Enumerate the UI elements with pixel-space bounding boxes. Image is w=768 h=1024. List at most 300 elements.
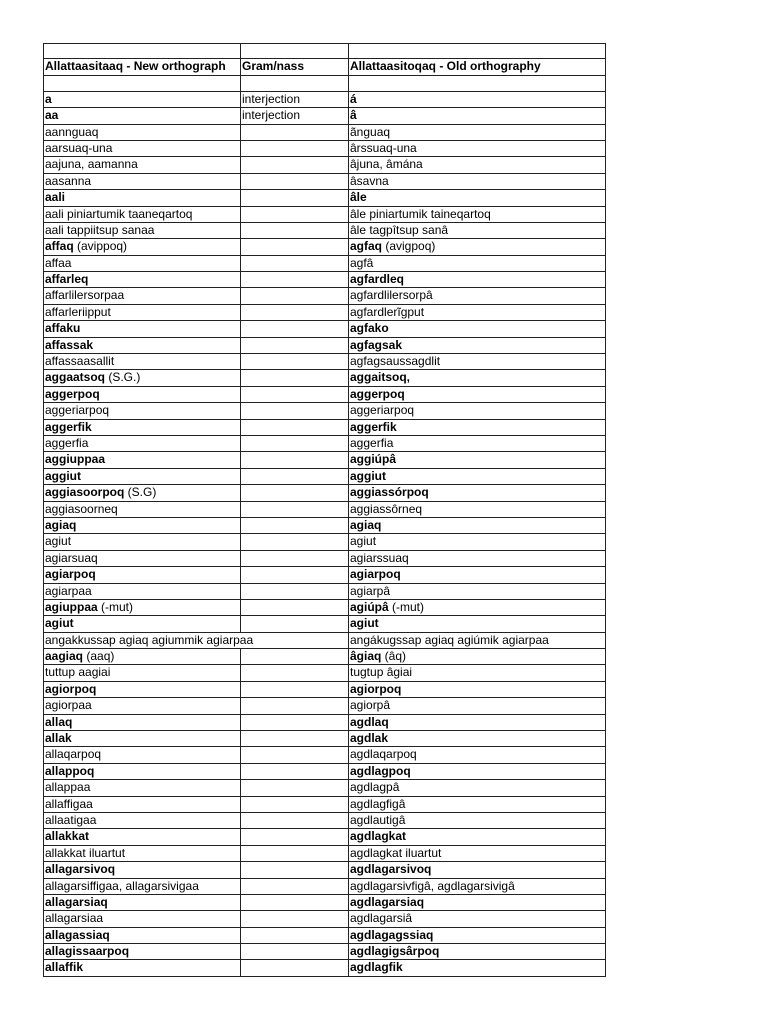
cell-new-orthography[interactable] xyxy=(43,321,240,336)
cell-old-orthography[interactable] xyxy=(348,92,606,107)
table-row xyxy=(43,584,606,600)
cell-gram[interactable] xyxy=(240,911,348,926)
cell-gram[interactable] xyxy=(240,387,348,402)
cell-gram[interactable] xyxy=(240,780,348,795)
cell-new-orthography[interactable] xyxy=(43,911,240,926)
table-row xyxy=(43,502,606,518)
cell-gram[interactable] xyxy=(240,125,348,140)
cell-new-orthography[interactable] xyxy=(43,387,240,402)
cell-old-orthography-text: agiarssuaq xyxy=(350,550,409,565)
cell-new-orthography-text: tuttup aagiai xyxy=(45,665,111,680)
cell-new-orthography[interactable] xyxy=(43,715,240,730)
table-row xyxy=(43,338,606,354)
cell-old-orthography[interactable] xyxy=(348,436,606,451)
cell-gram[interactable] xyxy=(240,452,348,467)
cell-old-orthography-text: agdlagagssiaq xyxy=(350,927,434,942)
cell-old-orthography-text: agiarpoq xyxy=(350,567,401,582)
cell-old-orthography-text: agdlautigâ xyxy=(350,812,406,827)
cell-new-orthography[interactable] xyxy=(43,879,240,894)
cell-gram[interactable] xyxy=(240,174,348,189)
cell-old-orthography[interactable] xyxy=(348,649,606,664)
cell-new-orthography[interactable] xyxy=(43,731,240,746)
cell-new-orthography-text: aggerfia xyxy=(45,435,89,450)
cell-old-orthography[interactable] xyxy=(348,862,606,877)
cell-new-orthography[interactable] xyxy=(43,92,240,107)
table-row xyxy=(43,452,606,468)
cell-new-orthography-text: aggeriarpoq xyxy=(45,403,110,418)
cell-old-orthography[interactable] xyxy=(348,616,606,631)
cell-new-orthography-text: affarlilersorpaa xyxy=(45,288,125,303)
cell-new-orthography-text: affaa xyxy=(45,255,72,270)
cell-new-orthography[interactable] xyxy=(43,960,240,975)
cell-old-orthography-text: agiúpâ xyxy=(350,599,389,614)
cell-new-orthography[interactable] xyxy=(43,534,240,549)
cell-gram[interactable] xyxy=(240,436,348,451)
cell-new-orthography-text: allak xyxy=(45,731,72,746)
cell-new-orthography-text: allagarsivoq xyxy=(45,862,116,877)
cell-new-orthography[interactable] xyxy=(43,207,240,222)
cell[interactable] xyxy=(240,76,348,91)
cell-gram[interactable] xyxy=(240,731,348,746)
cell-new-orthography[interactable] xyxy=(43,584,240,599)
cell-old-orthography-text: agdlagkat xyxy=(350,829,407,844)
cell-gram[interactable] xyxy=(240,92,348,107)
cell-new-orthography[interactable] xyxy=(43,829,240,844)
table-row xyxy=(43,469,606,485)
cell-gram[interactable] xyxy=(240,338,348,353)
table-row xyxy=(43,141,606,157)
cell-gram[interactable] xyxy=(240,403,348,418)
cell-new-orthography[interactable] xyxy=(43,682,240,697)
cell-old-orthography-text: agdlak xyxy=(350,731,389,746)
cell-new-orthography[interactable] xyxy=(43,420,240,435)
cell[interactable] xyxy=(43,76,240,91)
cell-gram[interactable] xyxy=(240,797,348,812)
cell-new-orthography[interactable] xyxy=(43,813,240,828)
cell-old-orthography-text: aggiassórpoq xyxy=(350,485,429,500)
table-row xyxy=(43,534,606,550)
cell-old-orthography[interactable] xyxy=(348,469,606,484)
cell-new-orthography-text: aggerfik xyxy=(45,419,92,434)
table-row xyxy=(43,256,606,272)
cell-old-orthography[interactable] xyxy=(348,518,606,533)
cell-new-orthography[interactable] xyxy=(43,108,240,123)
cell-gram[interactable] xyxy=(240,616,348,631)
cell[interactable] xyxy=(348,76,606,91)
cell-new-orthography[interactable] xyxy=(43,370,240,385)
cell-old-orthography-text: âsavna xyxy=(350,173,389,188)
cell-gram[interactable] xyxy=(240,321,348,336)
cell-gram[interactable] xyxy=(240,551,348,566)
cell-old-orthography[interactable] xyxy=(348,829,606,844)
cell-old-orthography-text: tugtup âgiai xyxy=(350,665,413,680)
cell-old-orthography[interactable] xyxy=(348,223,606,238)
cell-new-orthography-text: agiarpoq xyxy=(45,567,96,582)
cell-new-orthography[interactable] xyxy=(43,698,240,713)
header-gram[interactable]: Gram/nass xyxy=(240,59,348,74)
cell-old-orthography[interactable] xyxy=(348,698,606,713)
cell-old-orthography-text: agfardleq xyxy=(350,272,405,287)
table-row xyxy=(43,403,606,419)
table-row xyxy=(43,797,606,813)
table-row xyxy=(43,944,606,960)
empty-row xyxy=(43,43,606,59)
cell-new-orthography-text: allaatigaa xyxy=(45,812,97,827)
cell-new-orthography-text: allakkat xyxy=(45,829,90,844)
cell-gram[interactable] xyxy=(240,108,348,123)
cell-gram-text: interjection xyxy=(242,91,301,106)
table-row xyxy=(43,665,606,681)
cell-gram[interactable] xyxy=(240,223,348,238)
cell-old-orthography[interactable] xyxy=(348,682,606,697)
cell-new-orthography[interactable] xyxy=(43,141,240,156)
cell-new-orthography-text: allaq xyxy=(45,714,73,729)
table-row xyxy=(43,747,606,763)
cell-old-orthography-text: angákugssap agiaq agiúmik agiarpaa xyxy=(350,632,549,647)
cell-old-orthography[interactable] xyxy=(348,174,606,189)
table-row xyxy=(43,698,606,714)
cell-old-orthography-text: agdlagigsârpoq xyxy=(350,944,440,959)
table-row xyxy=(43,813,606,829)
table-row xyxy=(43,682,606,698)
cell-old-orthography[interactable] xyxy=(348,567,606,582)
cell-old-orthography[interactable] xyxy=(348,452,606,467)
cell-old-orthography-text: agiarpâ xyxy=(350,583,391,598)
cell-old-orthography[interactable] xyxy=(348,960,606,975)
table-row xyxy=(43,436,606,452)
cell-new-orthography[interactable] xyxy=(43,272,240,287)
cell-old-orthography-text: agiorpâ xyxy=(350,698,391,713)
cell-old-orthography[interactable] xyxy=(348,157,606,172)
cell-old-orthography-note: (avigpoq) xyxy=(382,239,436,254)
table-row xyxy=(43,649,606,665)
cell-old-orthography-text: agdlaq xyxy=(350,714,389,729)
cell-new-orthography[interactable] xyxy=(43,764,240,779)
table-row xyxy=(43,207,606,223)
cell-new-orthography[interactable] xyxy=(43,944,240,959)
cell-old-orthography-text: agdlaqarpoq xyxy=(350,747,417,762)
cell-new-orthography-text: affaku xyxy=(45,321,81,336)
cell-new-orthography-text: allappaa xyxy=(45,780,91,795)
cell-gram[interactable] xyxy=(240,665,348,680)
cell-old-orthography[interactable] xyxy=(348,207,606,222)
cell-old-orthography[interactable] xyxy=(348,928,606,943)
cell-new-orthography-text: aggiut xyxy=(45,468,81,483)
cell-old-orthography[interactable] xyxy=(348,354,606,369)
cell-old-orthography[interactable] xyxy=(348,715,606,730)
cell-new-orthography-text: aali xyxy=(45,190,66,205)
table-row xyxy=(43,731,606,747)
cell-new-orthography[interactable] xyxy=(43,747,240,762)
cell-new-orthography[interactable] xyxy=(43,338,240,353)
cell-new-orthography[interactable] xyxy=(43,174,240,189)
cell-new-orthography[interactable] xyxy=(43,223,240,238)
cell-gram[interactable] xyxy=(240,879,348,894)
cell-old-orthography[interactable] xyxy=(348,584,606,599)
cell-old-orthography[interactable] xyxy=(348,387,606,402)
cell-new-orthography[interactable] xyxy=(43,403,240,418)
table-row xyxy=(43,321,606,337)
cell-old-orthography-text: agdlagarsiaq xyxy=(350,894,425,909)
cell-gram[interactable] xyxy=(240,207,348,222)
cell-gram[interactable] xyxy=(240,256,348,271)
cell-gram[interactable] xyxy=(240,960,348,975)
cell-old-orthography[interactable] xyxy=(348,502,606,517)
cell-old-orthography[interactable] xyxy=(348,944,606,959)
cell-new-orthography-text: aggerpoq xyxy=(45,386,100,401)
cell-old-orthography[interactable] xyxy=(348,190,606,205)
cell-new-orthography[interactable] xyxy=(43,452,240,467)
cell-old-orthography[interactable] xyxy=(348,665,606,680)
cell-new-orthography[interactable] xyxy=(43,485,240,500)
cell-new-orthography[interactable] xyxy=(43,797,240,812)
table-row xyxy=(43,616,606,632)
cell-gram[interactable] xyxy=(240,944,348,959)
cell-old-orthography-text: agdlagkat iluartut xyxy=(350,845,442,860)
cell-gram[interactable] xyxy=(240,239,348,254)
cell-old-orthography[interactable] xyxy=(348,256,606,271)
cell-new-orthography-note: (aaq) xyxy=(83,649,115,664)
cell-new-orthography[interactable] xyxy=(43,305,240,320)
cell-new-orthography[interactable] xyxy=(43,518,240,533)
cell-gram[interactable] xyxy=(240,698,348,713)
cell-old-orthography[interactable] xyxy=(348,911,606,926)
cell-new-orthography-note: (avippoq) xyxy=(73,239,128,254)
table-row xyxy=(43,928,606,944)
cell-gram[interactable] xyxy=(240,485,348,500)
cell-new-orthography-text: aarsuaq-una xyxy=(45,140,113,155)
cell-gram[interactable] xyxy=(240,518,348,533)
cell-new-orthography[interactable] xyxy=(43,354,240,369)
cell-old-orthography[interactable] xyxy=(348,747,606,762)
table-row xyxy=(43,174,606,190)
table-row xyxy=(43,567,606,583)
cell-old-orthography[interactable] xyxy=(348,731,606,746)
cell-new-orthography-note: (S.G) xyxy=(124,485,157,500)
cell-old-orthography[interactable] xyxy=(348,780,606,795)
cell-new-orthography-text: aagiaq xyxy=(45,649,84,664)
cell-old-orthography[interactable] xyxy=(348,813,606,828)
spreadsheet-table xyxy=(43,43,606,977)
cell-old-orthography-text: âle tagpîtsup sanâ xyxy=(350,222,449,237)
cell-old-orthography-text: agdlagpoq xyxy=(350,763,411,778)
cell-new-orthography-text: allagassiaq xyxy=(45,927,110,942)
cell-new-orthography[interactable] xyxy=(43,780,240,795)
cell-new-orthography[interactable] xyxy=(43,567,240,582)
cell-old-orthography-text: agdlagarsivfigâ, agdlagarsivigâ xyxy=(350,878,515,893)
cell-old-orthography-text: agfagsak xyxy=(350,337,403,352)
cell-old-orthography[interactable] xyxy=(348,764,606,779)
cell-old-orthography[interactable] xyxy=(348,239,606,254)
table-row xyxy=(43,157,606,173)
cell-new-orthography-text: aali tappiitsup sanaa xyxy=(45,222,155,237)
cell-old-orthography-text: aggaitsoq, xyxy=(350,370,411,385)
cell-old-orthography-text: aggiut xyxy=(350,468,386,483)
cell[interactable] xyxy=(348,44,606,58)
cell-new-orthography[interactable] xyxy=(43,469,240,484)
table-row xyxy=(43,960,606,976)
cell-new-orthography-text: angakkussap agiaq agiummik agiarpaa xyxy=(45,632,254,647)
cell-new-orthography-text: aasanna xyxy=(45,173,92,188)
cell-new-orthography-text: allaffigaa xyxy=(45,796,93,811)
cell-old-orthography[interactable] xyxy=(348,895,606,910)
cell-gram[interactable] xyxy=(240,682,348,697)
cell-new-orthography-text: agiorpaa xyxy=(45,698,92,713)
cell-new-orthography[interactable] xyxy=(43,649,240,664)
cell-gram[interactable] xyxy=(240,567,348,582)
cell-old-orthography-text: aggiassôrneq xyxy=(350,501,423,516)
cell-old-orthography[interactable] xyxy=(348,305,606,320)
cell-gram[interactable] xyxy=(240,469,348,484)
cell-new-orthography[interactable] xyxy=(43,256,240,271)
table-row xyxy=(43,387,606,403)
cell-old-orthography-text: aggiúpâ xyxy=(350,452,397,467)
cell-gram[interactable] xyxy=(240,141,348,156)
cell-new-orthography[interactable] xyxy=(43,288,240,303)
cell-gram[interactable] xyxy=(240,584,348,599)
table-row xyxy=(43,846,606,862)
table-row xyxy=(43,895,606,911)
cell-old-orthography-text: agfagsaussagdlit xyxy=(350,354,441,369)
table-row xyxy=(43,354,606,370)
cell-gram[interactable] xyxy=(240,928,348,943)
table-row xyxy=(43,288,606,304)
cell-gram[interactable] xyxy=(240,502,348,517)
cell-new-orthography[interactable] xyxy=(43,928,240,943)
cell-new-orthography[interactable] xyxy=(43,895,240,910)
cell-old-orthography-text: aggerfia xyxy=(350,435,394,450)
cell-old-orthography-text: aggerfik xyxy=(350,419,397,434)
cell-new-orthography[interactable] xyxy=(43,125,240,140)
cell-new-orthography[interactable] xyxy=(43,665,240,680)
cell-new-orthography[interactable] xyxy=(43,551,240,566)
table-row xyxy=(43,715,606,731)
cell-gram[interactable] xyxy=(240,288,348,303)
table-row xyxy=(43,911,606,927)
cell-new-orthography[interactable] xyxy=(43,502,240,517)
table-body xyxy=(43,92,606,977)
cell-new-orthography-text: affassak xyxy=(45,337,94,352)
cell-new-orthography-text: a xyxy=(45,91,52,106)
cell-new-orthography-text: aggiasoorneq xyxy=(45,501,118,516)
cell-old-orthography-text: agfaq xyxy=(350,239,383,254)
cell-old-orthography-text: agiut xyxy=(350,616,379,631)
table-row xyxy=(43,518,606,534)
cell-gram[interactable] xyxy=(240,420,348,435)
cell-new-orthography-text: agiut xyxy=(45,534,72,549)
cell-gram[interactable] xyxy=(240,764,348,779)
cell-new-orthography[interactable] xyxy=(43,862,240,877)
cell-gram[interactable] xyxy=(240,354,348,369)
cell-old-orthography[interactable] xyxy=(348,485,606,500)
cell-gram[interactable] xyxy=(240,370,348,385)
cell-gram[interactable] xyxy=(240,633,348,648)
cell-old-orthography-text: agdlagarsiâ xyxy=(350,911,413,926)
cell-new-orthography-text: aa xyxy=(45,108,59,123)
cell-new-orthography[interactable] xyxy=(43,600,240,615)
cell-gram[interactable] xyxy=(240,534,348,549)
cell-old-orthography[interactable] xyxy=(348,797,606,812)
cell-old-orthography[interactable] xyxy=(348,272,606,287)
cell-new-orthography[interactable] xyxy=(43,157,240,172)
cell-new-orthography-note: (S.G.) xyxy=(105,370,141,385)
cell-gram[interactable] xyxy=(240,600,348,615)
header-new-orthography[interactable]: Allattaasitaaq - New orthograph xyxy=(43,59,240,74)
cell-gram-text: interjection xyxy=(242,108,301,123)
cell-new-orthography-text: agiaq xyxy=(45,517,77,532)
cell-old-orthography-text: á xyxy=(350,91,357,106)
cell-new-orthography[interactable] xyxy=(43,190,240,205)
cell-gram[interactable] xyxy=(240,272,348,287)
cell-old-orthography[interactable] xyxy=(348,420,606,435)
cell-new-orthography[interactable] xyxy=(43,239,240,254)
cell[interactable] xyxy=(43,44,240,58)
cell-new-orthography-text: allagarsiffigaa, allagarsivigaa xyxy=(45,878,199,893)
cell-new-orthography[interactable] xyxy=(43,846,240,861)
cell-old-orthography[interactable] xyxy=(348,879,606,894)
table-row xyxy=(43,485,606,501)
cell-gram[interactable] xyxy=(240,862,348,877)
cell-new-orthography-text: agiorpoq xyxy=(45,681,97,696)
cell-gram[interactable] xyxy=(240,649,348,664)
cell-old-orthography[interactable] xyxy=(348,125,606,140)
cell-old-orthography[interactable] xyxy=(348,338,606,353)
header-row xyxy=(43,59,606,75)
table-row xyxy=(43,190,606,206)
cell-old-orthography[interactable] xyxy=(348,633,606,648)
cell-new-orthography[interactable] xyxy=(43,632,254,648)
cell-old-orthography[interactable] xyxy=(348,534,606,549)
cell-gram[interactable] xyxy=(240,190,348,205)
cell[interactable] xyxy=(240,44,348,58)
cell-gram[interactable] xyxy=(240,846,348,861)
cell-gram[interactable] xyxy=(240,305,348,320)
cell-new-orthography-text: agiarpaa xyxy=(45,583,92,598)
cell-gram[interactable] xyxy=(240,813,348,828)
table-row xyxy=(43,420,606,436)
table-row xyxy=(43,370,606,386)
cell-old-orthography[interactable] xyxy=(348,108,606,123)
cell-new-orthography[interactable] xyxy=(43,436,240,451)
cell-old-orthography[interactable] xyxy=(348,141,606,156)
table-row xyxy=(43,108,606,124)
cell-old-orthography-text: agiut xyxy=(350,534,377,549)
cell-gram[interactable] xyxy=(240,715,348,730)
table-row xyxy=(43,92,606,108)
cell-old-orthography[interactable] xyxy=(348,551,606,566)
cell-old-orthography-text: ârssuaq-una xyxy=(350,140,417,155)
header-old-orthography[interactable]: Allattaasitoqaq - Old orthography xyxy=(348,59,606,74)
cell-old-orthography[interactable] xyxy=(348,321,606,336)
cell-new-orthography-text: aali piniartumik taaneqartoq xyxy=(45,206,193,221)
cell-gram[interactable] xyxy=(240,829,348,844)
cell-old-orthography[interactable] xyxy=(348,288,606,303)
cell-old-orthography[interactable] xyxy=(348,403,606,418)
cell-new-orthography[interactable] xyxy=(43,616,240,631)
table-row xyxy=(43,862,606,878)
cell-old-orthography[interactable] xyxy=(348,370,606,385)
cell-new-orthography-text: aannguaq xyxy=(45,124,99,139)
cell-gram[interactable] xyxy=(240,895,348,910)
cell-new-orthography-text: affarleq xyxy=(45,272,89,287)
cell-old-orthography-text: â xyxy=(350,108,357,123)
cell-gram[interactable] xyxy=(240,747,348,762)
cell-gram[interactable] xyxy=(240,157,348,172)
cell-old-orthography[interactable] xyxy=(348,600,606,615)
table-row xyxy=(43,633,606,649)
cell-new-orthography-text: agiut xyxy=(45,616,74,631)
cell-old-orthography[interactable] xyxy=(348,846,606,861)
